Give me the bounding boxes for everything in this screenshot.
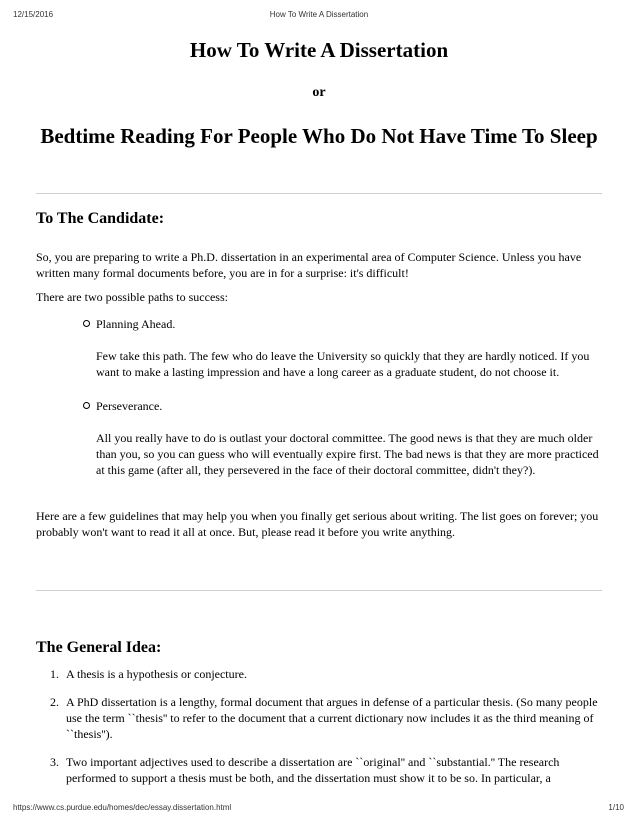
list-item: [96, 398, 602, 478]
document-subtitle: Bedtime Reading For People Who Do Not Have Time To Sleep: [40, 124, 598, 148]
list-item-text: A thesis is a hypothesis or conjecture.: [66, 667, 247, 681]
print-footer: [0, 803, 638, 817]
list-number: 1.: [50, 667, 59, 681]
divider: [36, 193, 602, 194]
closing-paragraph: Here are a few guidelines that may help you when you finally get serious about writing. The list goes on forever; you probably won't want to read it all at once. But, please read it before you write anything.: [36, 509, 599, 539]
circle-bullet-icon: [83, 320, 90, 327]
print-url: https://www.cs.purdue.edu/homes/dec/essay.dissertation.html: [13, 803, 232, 812]
path-description: Few take this path. The few who do leave the University so quickly that they are hardly noticed. If you want to make a lasting impression and have a long career as a graduate student, do not choose it.: [96, 349, 590, 379]
list-number: 3.: [50, 755, 59, 769]
section-heading-candidate: To The Candidate:: [36, 210, 165, 227]
general-idea-list: [50, 666, 602, 798]
list-number: 2.: [50, 695, 59, 709]
list-item-text: Two important adjectives used to describe a dissertation are ``original'' and ``substantial.'' The research performed to support a thesis must be both, and the dissertation must show it to be so. In particular, a: [66, 755, 560, 785]
list-item: [50, 666, 602, 682]
path-title: Perseverance.: [96, 399, 163, 413]
intro-paragraph: So, you are preparing to write a Ph.D. dissertation in an experimental area of Computer Science. Unless you have written many formal documents before, you are in for a surprise: it's difficult!: [36, 250, 582, 280]
list-item: [96, 316, 602, 380]
title-or: or: [312, 85, 326, 100]
print-date: 12/15/2016: [13, 10, 54, 19]
path-description: All you really have to do is outlast your doctoral committee. The good news is that they are much older than you, so you can guess who will eventually expire first. The bad news is that they are more practiced at this game (after all, they persevered in the face of their doctoral committee, didn't they?).: [96, 431, 599, 477]
print-header: [0, 10, 638, 24]
document-title: How To Write A Dissertation: [189, 38, 449, 62]
section-heading-general-idea: The General Idea:: [36, 639, 162, 656]
paths-intro-paragraph: There are two possible paths to success:: [36, 290, 228, 304]
list-item: [50, 754, 602, 786]
circle-bullet-icon: [83, 402, 90, 409]
paths-list: [96, 316, 602, 496]
path-title: Planning Ahead.: [96, 317, 176, 331]
list-item: [50, 694, 602, 742]
print-page-number: 1/10: [608, 803, 624, 812]
divider: [36, 590, 602, 591]
list-item-text: A PhD dissertation is a lengthy, formal document that argues in defense of a particular thesis. (So many people use the term ``thesis'' to refer to the document that a current dictionary now includes it as the third meaning of ``thesis'').: [66, 695, 598, 741]
print-page-title: How To Write A Dissertation: [269, 10, 369, 19]
